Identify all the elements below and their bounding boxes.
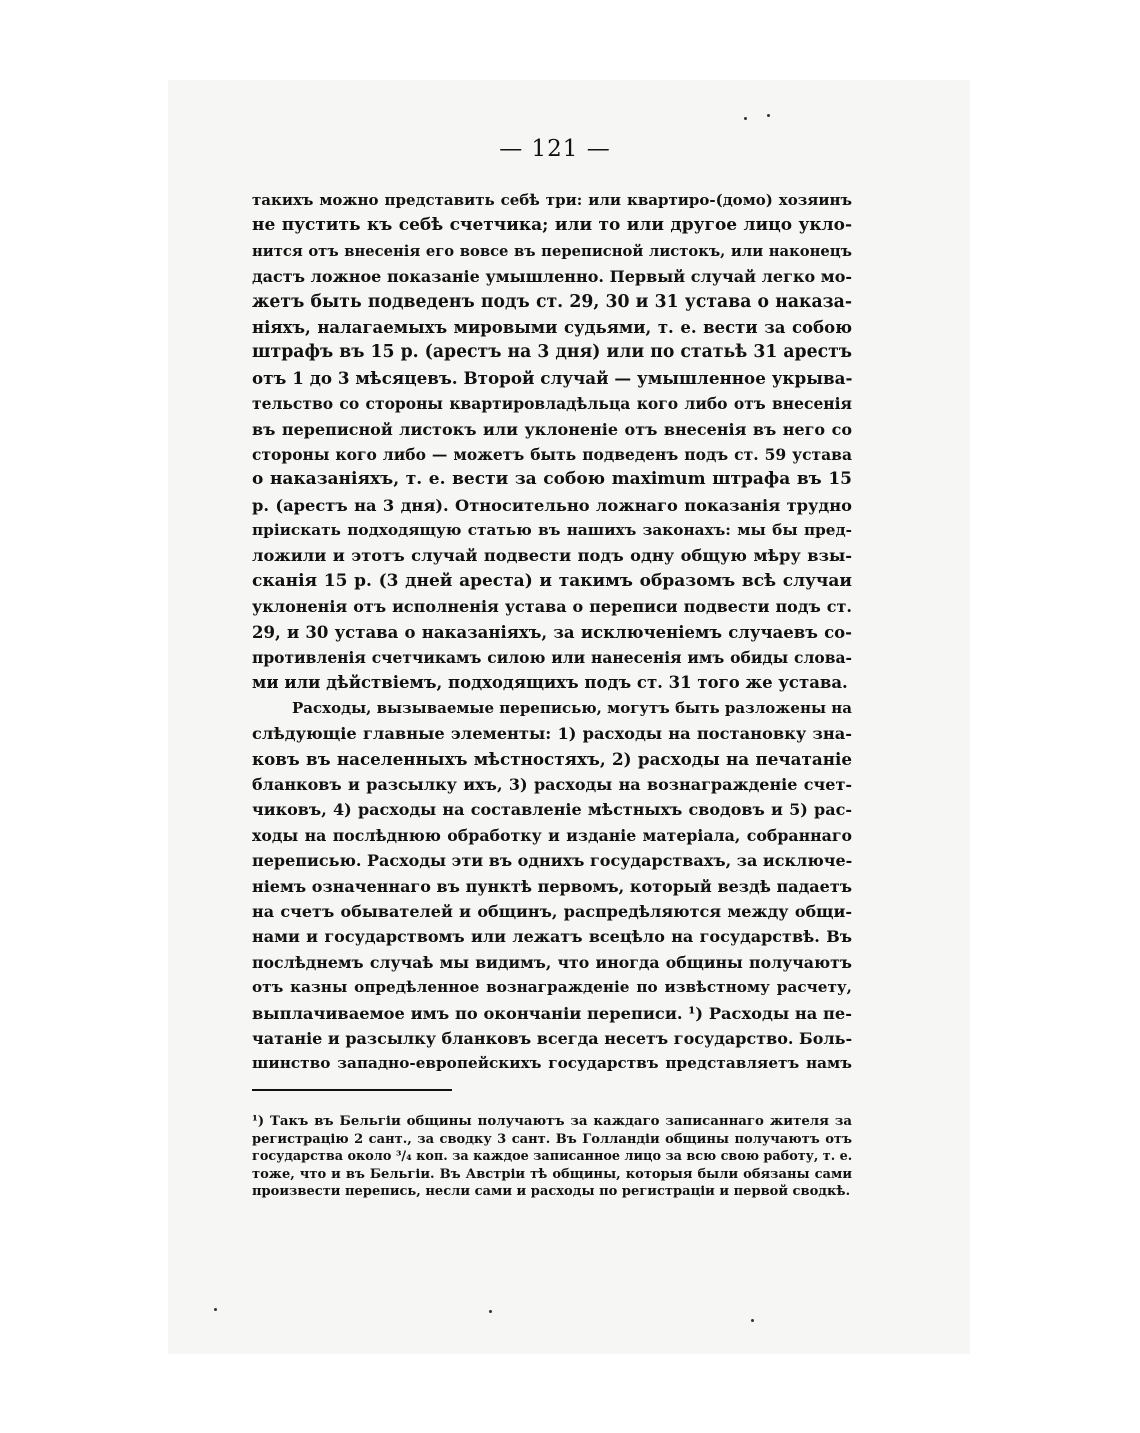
text-line: ніемъ означеннаго въ пунктѣ первомъ, который вездѣ падаетъ: [252, 876, 852, 896]
text-line: тельство со стороны квартировладѣльца кого либо отъ внесенія: [252, 394, 852, 414]
text-line: ми или дѣйствіемъ, подходящихъ подъ ст. 31 того же устава.: [252, 673, 848, 693]
footnote-line: тоже, что и въ Бельгіи. Въ Австріи тѣ общины, которыя были обязаны сами: [252, 1166, 852, 1182]
footnote-block: [252, 1113, 852, 1201]
footnote-line: государства около ³/₄ коп. за каждое записанное лицо за всю свою работу, т. е.: [252, 1149, 853, 1165]
text-line: противленія счетчикамъ силою или нанесенія имъ обиды слова-: [252, 648, 852, 668]
text-line: 29, и 30 устава о наказаніяхъ, за исключеніемъ случаевъ со-: [252, 622, 852, 642]
body-text: [252, 188, 852, 1077]
text-line: ніяхъ, налагаемыхъ мировыми судьями, т. е. вести за собою: [252, 317, 852, 337]
text-line: стороны кого либо — можетъ быть подведенъ подъ ст. 59 устава: [252, 444, 852, 464]
text-line: чатаніе и разсылку бланковъ всегда несетъ государство. Боль-: [252, 1028, 853, 1048]
text-line: въ переписной листокъ или уклоненіе отъ внесенія въ него со: [252, 419, 852, 439]
text-line: дастъ ложное показаніе умышленно. Первый случай легко мо-: [252, 267, 852, 287]
scan-speck: [751, 1319, 754, 1322]
text-line: сканія 15 р. (3 дней ареста) и такимъ образомъ всѣ случаи: [252, 570, 852, 591]
scan-speck: [744, 117, 747, 120]
footnote-separator: [252, 1089, 452, 1091]
scan-speck: [489, 1310, 492, 1313]
text-line: чиковъ, 4) расходы на составленіе мѣстныхъ сводовъ и 5) рас-: [252, 800, 852, 820]
text-line: ложили и этотъ случай подвести подъ одну общую мѣру взы-: [252, 546, 852, 566]
text-line: такихъ можно представить себѣ три: или квартиро-(домо) хозяинъ: [252, 191, 852, 209]
text-line: отъ казны опредѣленное вознагражденіе по извѣстному расчету,: [252, 978, 852, 997]
scan-speck: [214, 1308, 217, 1311]
text-line: р. (арестъ на 3 дня). Относительно ложнаго показанія трудно: [252, 495, 852, 515]
footnote-line: произвести перепись, несли сами и расходы по регистраціи и первой сводкѣ.: [252, 1184, 851, 1200]
text-line: бланковъ и разсылку ихъ, 3) расходы на вознагражденіе счет-: [252, 774, 852, 794]
paragraph-first-line: Расходы, вызываемые переписью, могутъ быть разложены на: [292, 698, 852, 717]
text-line: о наказаніяхъ, т. е. вести за собою maximum штрафа въ 15: [252, 469, 852, 490]
text-line: штрафъ въ 15 р. (арестъ на 3 дня) или по статьѣ 31 арестъ: [252, 342, 852, 363]
text-line: ковъ въ населенныхъ мѣстностяхъ, 2) расходы на печатаніе: [252, 748, 852, 769]
text-line: послѣднемъ случаѣ мы видимъ, что иногда общины получаютъ: [252, 952, 852, 972]
text-line: переписью. Расходы эти въ однихъ государствахъ, за исключе-: [252, 851, 853, 871]
text-line: пріискать подходящую статью въ нашихъ законахъ: мы бы пред-: [252, 521, 852, 540]
text-line: на счетъ обывателей и общинъ, распредѣляются между общи-: [252, 901, 852, 921]
footnote-line: регистрацію 2 сант., за сводку 3 сант. Въ Голландіи общины получаютъ отъ: [252, 1131, 852, 1147]
text-line: жетъ быть подведенъ подъ ст. 29, 30 и 31 устава о наказа-: [252, 291, 852, 312]
text-line: не пустить къ себѣ счетчика; или то или другое лицо укло-: [252, 215, 852, 236]
text-line: слѣдующіе главные элементы: 1) расходы на постановку зна-: [252, 724, 852, 744]
scan-speck: [767, 114, 770, 117]
page-number: — 121 —: [499, 136, 611, 162]
text-line: шинство западно-европейскихъ государствъ представляетъ намъ: [252, 1054, 852, 1073]
text-line: отъ 1 до 3 мѣсяцевъ. Второй случай — умышленное укрыва-: [252, 367, 853, 388]
text-line: ходы на послѣднюю обработку и изданіе матеріала, собраннаго: [252, 825, 852, 845]
text-line: нится отъ внесенія его вовсе въ переписной листокъ, или наконецъ: [252, 242, 852, 260]
text-line: выплачиваемое имъ по окончаніи переписи. ¹) Расходы на пе-: [252, 1003, 852, 1023]
text-line: уклоненія отъ исполненія устава о переписи подвести подъ ст.: [252, 597, 852, 617]
footnote-line: ¹) Такъ въ Бельгіи общины получаютъ за каждаго записаннаго жителя за: [252, 1114, 852, 1129]
text-line: нами и государствомъ или лежатъ всецѣло на государствѣ. Въ: [252, 927, 852, 947]
